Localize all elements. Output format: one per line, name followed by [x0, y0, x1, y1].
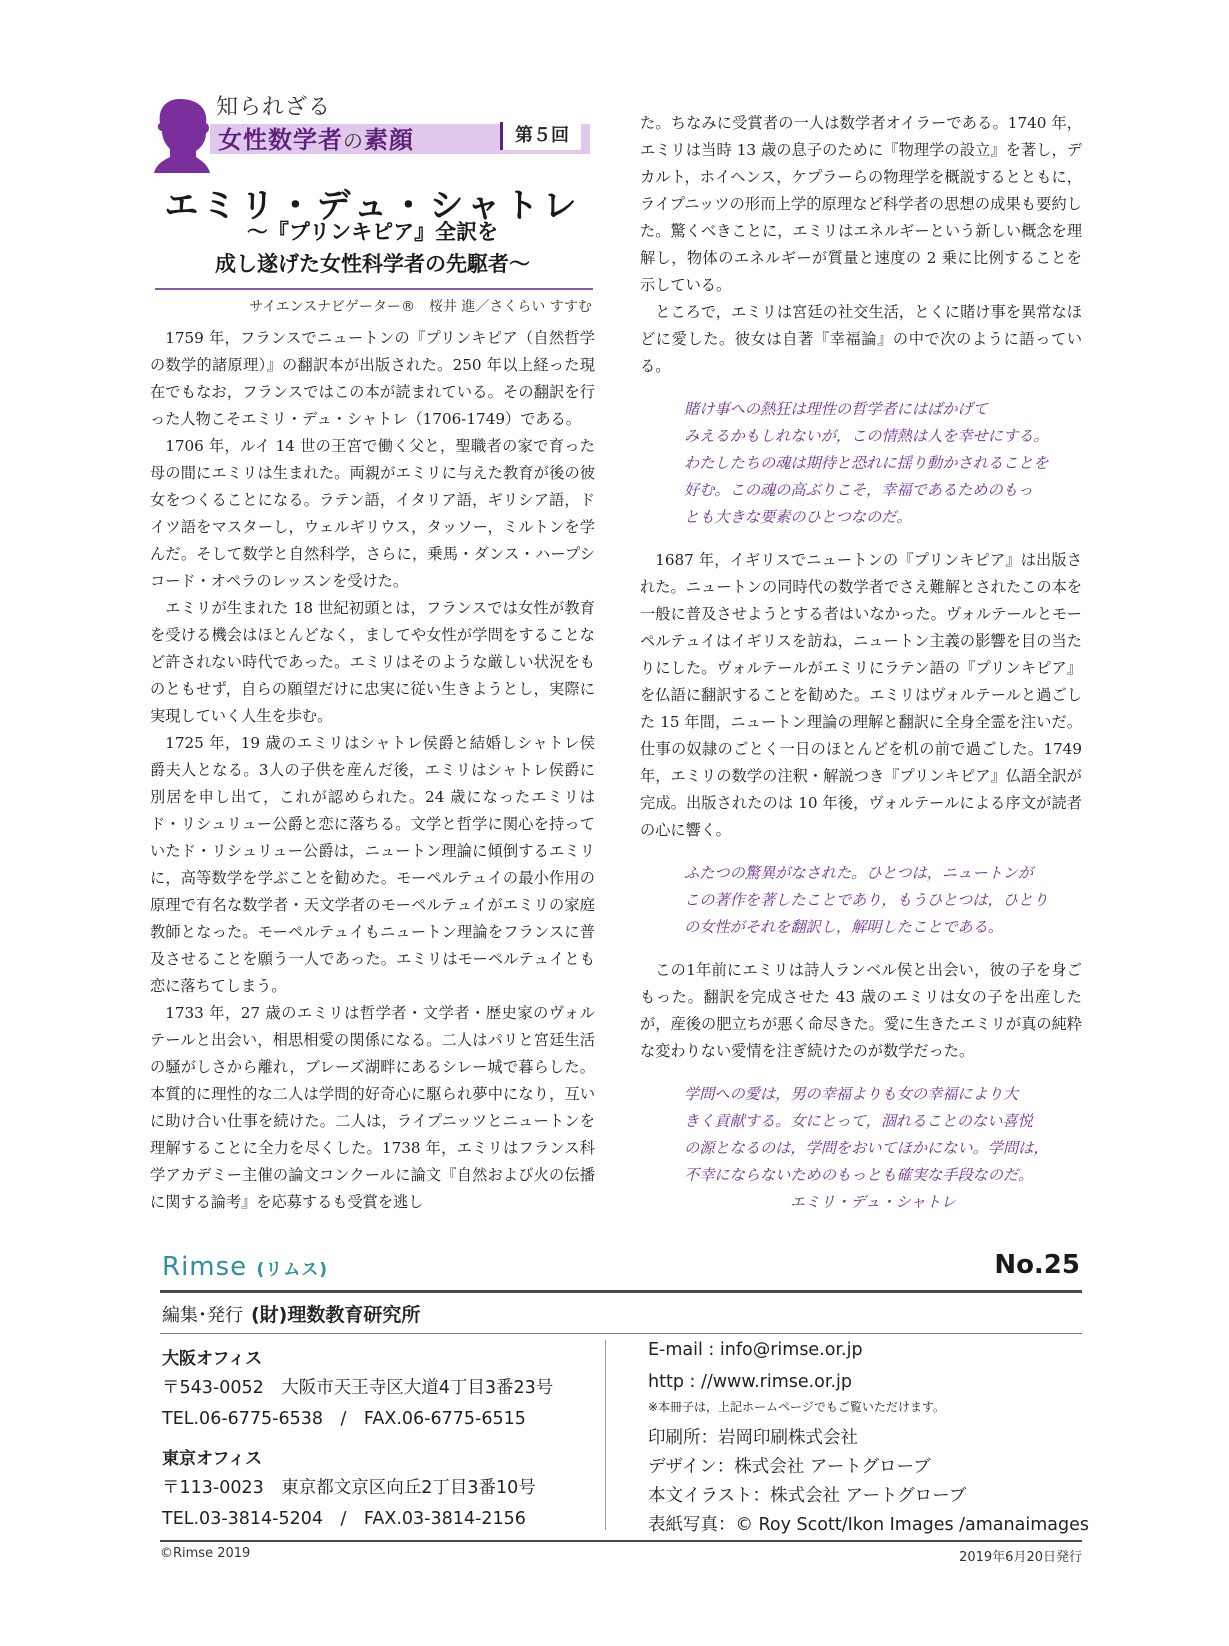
- series-title-line2: [218, 120, 414, 155]
- paragraph: 1733 年，27 歳のエミリは哲学者・文学者・歴史家のヴォルテールと出会い，相思相愛の関係になる。二人はパリと宮廷生活の騒がしさから離れ，ブレーズ湖畔にあるシレー城で暮らした。本質的に理性的な二人は学問的好奇心に駆られ夢中になり，互いに助け合い仕事を続けた。二人は，ライプニッツとニュートンを理解することに全力を尽くした。1738 年，エミリはフランス科学アカデミー主催の論文コンクールに論文『自然および火の伝播に関する論考』を応募するも受賞を逃し: [150, 1004, 595, 1211]
- quote-block: [640, 1081, 1082, 1216]
- quote-attribution: エミリ・デュ・シャトレ: [789, 1193, 956, 1211]
- quote-block: [640, 860, 1082, 941]
- footer-divider-bottom: [160, 1540, 1082, 1542]
- quote-line: みえるかもしれないが，この情熱は人を幸せにする。: [684, 427, 1049, 445]
- footer-divider-middle: [160, 1333, 1082, 1334]
- website-url: http : //www.rimse.or.jp: [648, 1372, 853, 1392]
- paragraph: 1687 年，イギリスでニュートンの『プリンキピア』は出版された。ニュートンの同時代の数学者でさえ難解とされたこの本を一般に普及させようとする者はいなかった。ヴォルテールとモーペルテュイはイギリスを訪ね，ニュートン主義の影響を目の当たりにした。ヴォルテールがエミリにラテン語の『プリンキピア』を仏語に翻訳することを勧めた。エミリはヴォルテールと過ごした 15 年間，ニュートン理論の理解と翻訳に全身全霊を注いだ。仕事の奴隷のごとく一日のほとんどを机の前で過ごした。1749 年，エミリの数学の注釈・解説つき『プリンキピア』仏語全訳が完成。出版されたのは 10 年後，ヴォルテールによる序文が読者の心に響く。: [640, 551, 1082, 839]
- quote-line: 学問への愛は，男の幸福よりも女の幸福により大: [684, 1085, 1019, 1103]
- quote-line: の女性がそれを翻訳し，解明したことである。: [684, 918, 1003, 936]
- series-title-part-a: 女性数学者: [218, 126, 343, 154]
- osaka-office-address: 〒543-0052 大阪市天王寺区大道4丁目3番23号: [162, 1378, 554, 1398]
- quote-block: [640, 396, 1082, 531]
- osaka-office-heading: 大阪オフィス: [162, 1349, 263, 1369]
- paragraph: 1725 年，19 歳のエミリはシャトレ侯爵と結婚しシャトレ侯爵夫人となる。3人の子供を産んだ後，エミリはシャトレ侯爵に別居を申し出て，これが認められた。24 歳になったエミリはド・リシュリュー公爵と恋に落ちる。文学と哲学に関心を持っていたド・リシュリュー公爵は，ニュートン理論に傾倒するエミリに，高等数学を学ぶことを勧めた。モーペルテュイの最小作用の原理で有名な数学者・天文学者のモーペルテュイがエミリの家庭教師となった。モーペルテュイもニュートン理論をフランスに普及させることを願う一人であった。エミリはモーペルテュイとも恋に落ちてしまう。: [150, 734, 595, 995]
- printer-credit: 印刷所：岩岡印刷株式会社: [648, 1428, 858, 1448]
- publisher-line: [162, 1300, 420, 1327]
- series-number-badge: 第５回: [500, 122, 581, 150]
- series-title-part-b: の: [343, 129, 364, 153]
- quote-line: この著作を著したことであり，もうひとつは，ひとり: [684, 891, 1049, 909]
- website-note: ※本冊子は，上記ホームページでもご覧いただけます。: [648, 1400, 945, 1414]
- cover-photo-credit: 表紙写真：© Roy Scott/Ikon Images /amanaimages: [648, 1515, 1089, 1535]
- article-body-right-column: [640, 110, 1082, 1232]
- copyright-notice: ©Rimse 2019: [160, 1546, 251, 1561]
- logo-text: Rimse: [162, 1252, 248, 1282]
- contact-email: E-mail : info@rimse.or.jp: [648, 1340, 863, 1360]
- article-subtitle-line2: 成し遂げた女性科学者の先駆者～: [215, 252, 530, 276]
- article-body-left-column: [150, 325, 595, 1216]
- article-title: エミリ・デュ・シャトレ: [164, 186, 581, 226]
- design-credit: デザイン：株式会社 アートグローブ: [648, 1457, 931, 1477]
- quote-line: 好む。この魂の高ぶりこそ，幸福であるためのもっ: [684, 481, 1034, 499]
- paragraph: た。ちなみに受賞者の一人は数学者オイラーである。1740 年，エミリは当時 13 歳の息子のために『物理学の設立』を著し，デカルト，ホイヘンス，ケプラーらの物理学を概説するとともに，ライプニッツの形而上学的原理など科学者の思想の成果も要約した。驚くべきことに，エミリはエネルギーという新しい概念を理解し，物体のエネルギーが質量と速度の 2 乗に比例することを示している。: [640, 114, 1082, 294]
- quote-line: ふたつの驚異がなされた。ひとつは，ニュートンが: [684, 864, 1034, 882]
- tokyo-office-phone: TEL.03-3814-5204 / FAX.03-3814-2156: [162, 1509, 526, 1529]
- paragraph: 1706 年，ルイ 14 世の王宮で働く父と，聖職者の家で育った母の間にエミリは生まれた。両親がエミリに与えた教育が後の彼女をつくることになる。ラテン語，イタリア語，ギリシア語，ドイツ語をマスターし，ウェルギリウス，タッソー，ミルトンを学んだ。そして数学と自然科学，さらに，乗馬・ダンス・ハープシコード・オペラのレッスンを受けた。: [150, 437, 595, 590]
- title-divider: [155, 288, 593, 290]
- tokyo-office-address: 〒113-0023 東京都文京区向丘2丁目3番10号: [162, 1478, 536, 1498]
- quote-line: とも大きな要素のひとつなのだ。: [684, 508, 912, 526]
- paragraph: この1年前にエミリは詩人ランベル侯と出会い，彼の子を身ごもった。翻訳を完成させた 43 歳のエミリは女の子を出産したが，産後の肥立ちが悪く命尽きた。愛に生きたエミリが真の純粋な変わりない愛情を注ぎ続けたのが数学だった。: [640, 961, 1082, 1060]
- quote-line: の源となるのは，学問をおいてほかにない。学問は，: [684, 1139, 1049, 1157]
- quote-line: 賭け事への熱狂は理性の哲学者にはばかげて: [684, 400, 988, 418]
- footer-divider-top: [160, 1290, 1082, 1293]
- paragraph: 1759 年，フランスでニュートンの『プリンキピア（自然哲学の数学的諸原理）』の翻訳本が出版された。250 年以上経った現在でもなお，フランスではこの本が読まれている。その翻訳を行った人物こそエミリ・デュ・シャトレ（1706-1749）である。: [150, 329, 595, 428]
- logo-subtext: (リムス): [256, 1260, 328, 1280]
- paragraph: エミリが生まれた 18 世紀初頭とは，フランスでは女性が教育を受ける機会はほとんどなく，ましてや女性が学問をすることなど許されない時代であった。エミリはそのような厳しい状況をものともせず，自らの願望だけに忠実に従い生きようとし，実際に実現していく人生を歩む。: [150, 599, 595, 725]
- footer-vertical-divider: [605, 1340, 606, 1530]
- quote-line: きく貢献する。女にとって，涸れることのない喜悦: [684, 1112, 1033, 1130]
- quote-line: 不幸にならないためのもっとも確実な手段なのだ。: [684, 1166, 1034, 1184]
- publication-date: 2019年6月20日発行: [959, 1550, 1082, 1565]
- series-title-part-c: 素顔: [364, 126, 414, 154]
- tokyo-office-heading: 東京オフィス: [162, 1449, 263, 1469]
- author-byline: サイエンスナビゲーター® 桜井 進／さくらい すすむ: [249, 299, 592, 315]
- rimse-logo: [162, 1252, 328, 1282]
- illustration-credit: 本文イラスト：株式会社 アートグローブ: [648, 1486, 967, 1506]
- issue-number: No.25: [994, 1250, 1080, 1280]
- publisher-name: (財)理数教育研究所: [251, 1304, 421, 1326]
- article-subtitle-line1: ～『プリンキピア』全訳を: [246, 220, 499, 244]
- publisher-label: 編集･発行: [162, 1305, 243, 1326]
- paragraph: ところで，エミリは宮廷の社交生活，とくに賭け事を異常なほどに愛した。彼女は自著『幸福論』の中で次のように語っている。: [640, 303, 1082, 375]
- woman-silhouette-icon: [150, 95, 212, 173]
- osaka-office-phone: TEL.06-6775-6538 / FAX.06-6775-6515: [162, 1409, 526, 1429]
- quote-line: わたしたちの魂は期待と恐れに揺り動かされることを: [684, 454, 1049, 472]
- series-title-line1: 知られざる: [216, 95, 332, 120]
